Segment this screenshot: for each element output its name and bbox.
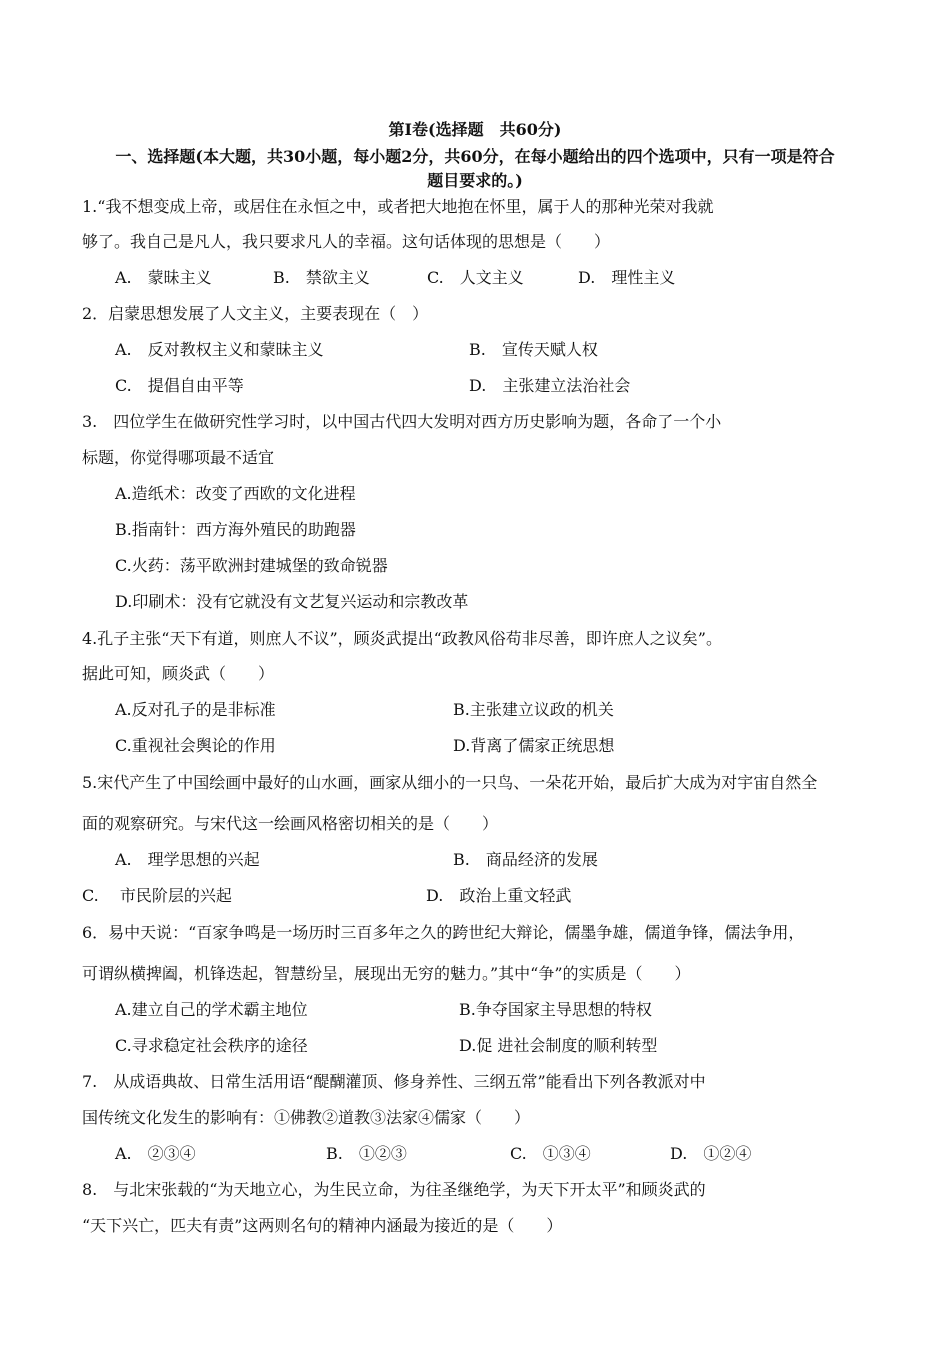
question-6-option-c: C.寻求稳定社会秩序的途径 [115, 1036, 308, 1055]
instructions-line-1: 一、选择题(本大题，共30小题，每小题2分，共60分，在每小题给出的四个选项中，只有一项是符合 [115, 147, 835, 166]
question-1-option-d: D. 理性主义 [578, 268, 676, 287]
question-4-option-c: C.重视社会舆论的作用 [115, 736, 276, 755]
question-4-stem-line-1: 4.孔子主张“天下有道，则庶人不议”，顾炎武提出“政教风俗苟非尽善，即许庶人之议矣”。 [82, 629, 722, 648]
question-3-stem-line-1: 3. 四位学生在做研究性学习时，以中国古代四大发明对西方历史影响为题，各命了一个小 [82, 412, 722, 431]
question-5-option-c: C. 市民阶层的兴起 [82, 886, 232, 905]
question-5-option-a: A. 理学思想的兴起 [115, 850, 260, 869]
question-7-option-d: D. ①②④ [670, 1144, 752, 1163]
question-2-option-b: B. 宣传天赋人权 [469, 340, 598, 359]
question-8-stem-line-2: “天下兴亡，匹夫有责”这两则名句的精神内涵最为接近的是（ ） [82, 1216, 563, 1235]
question-1-stem-line-2: 够了。我自己是凡人，我只要求凡人的幸福。这句话体现的思想是（ ） [82, 232, 611, 251]
question-1-stem-line-1: 1.“我不想变成上帝，或居住在永恒之中，或者把大地抱在怀里，属于人的那种光荣对我就 [82, 197, 714, 216]
section-title: 第Ⅰ卷(选择题 共60分) [388, 120, 562, 139]
question-5-stem-line-2: 面的观察研究。与宋代这一绘画风格密切相关的是（ ） [82, 814, 499, 833]
question-6-option-b: B.争夺国家主导思想的特权 [459, 1000, 652, 1019]
question-4-option-a: A.反对孔子的是非标准 [115, 700, 276, 719]
question-1-option-a: A. 蒙昧主义 [115, 268, 212, 287]
question-7-option-a: A. ②③④ [115, 1144, 196, 1163]
question-6-option-d: D.促 进社会制度的顺利转型 [459, 1036, 658, 1055]
question-5-option-d: D. 政治上重文轻武 [426, 886, 572, 905]
question-3-option-d: D.印刷术：没有它就没有文艺复兴运动和宗教改革 [115, 592, 469, 611]
question-3-option-c: C.火药：荡平欧洲封建城堡的致命锐器 [115, 556, 388, 575]
question-6-option-a: A.建立自己的学术霸主地位 [115, 1000, 308, 1019]
question-4-stem-line-2: 据此可知，顾炎武（ ） [82, 664, 275, 683]
question-8-stem-line-1: 8. 与北宋张载的“为天地立心，为生民立命，为往圣继绝学，为天下开太平”和顾炎武的 [82, 1180, 706, 1199]
question-7-option-b: B. ①②③ [326, 1144, 407, 1163]
question-1-option-b: B. 禁欲主义 [273, 268, 370, 287]
question-6-stem-line-1: 6．易中天说：“百家争鸣是一场历时三百多年之久的跨世纪大辩论，儒墨争雄，儒道争锋，儒法争用， [82, 923, 805, 942]
question-7-option-c: C. ①③④ [510, 1144, 591, 1163]
question-5-option-b: B. 商品经济的发展 [453, 850, 598, 869]
question-2-stem: 2．启蒙思想发展了人文主义，主要表现在（ ） [82, 304, 429, 323]
question-4-option-d: D.背离了儒家正统思想 [453, 736, 615, 755]
question-7-stem-line-2: 国传统文化发生的影响有：①佛教②道教③法家④儒家（ ） [82, 1108, 531, 1127]
question-2-option-d: D. 主张建立法治社会 [469, 376, 631, 395]
question-7-stem-line-1: 7. 从成语典故、日常生活用语“醍醐灌顶、修身养性、三纲五常”能看出下列各教派对中 [82, 1072, 706, 1091]
question-1-option-c: C. 人文主义 [427, 268, 524, 287]
question-4-option-b: B.主张建立议政的机关 [453, 700, 614, 719]
question-6-stem-line-2: 可谓纵横捭阖，机锋迭起，智慧纷呈，展现出无穷的魅力。”其中“争”的实质是（ ） [82, 964, 691, 983]
question-2-option-a: A. 反对教权主义和蒙昧主义 [115, 340, 324, 359]
question-3-stem-line-2: 标题，你觉得哪项最不适宜 [82, 448, 275, 467]
question-5-stem-line-1: 5.宋代产生了中国绘画中最好的山水画，画家从细小的一只鸟、一朵花开始，最后扩大成为对宇宙自然全 [82, 773, 818, 792]
question-2-option-c: C. 提倡自由平等 [115, 376, 244, 395]
question-3-option-b: B.指南针：西方海外殖民的助跑器 [115, 520, 356, 539]
question-3-option-a: A.造纸术：改变了西欧的文化进程 [115, 484, 356, 503]
instructions-line-2: 题目要求的。) [427, 171, 523, 190]
